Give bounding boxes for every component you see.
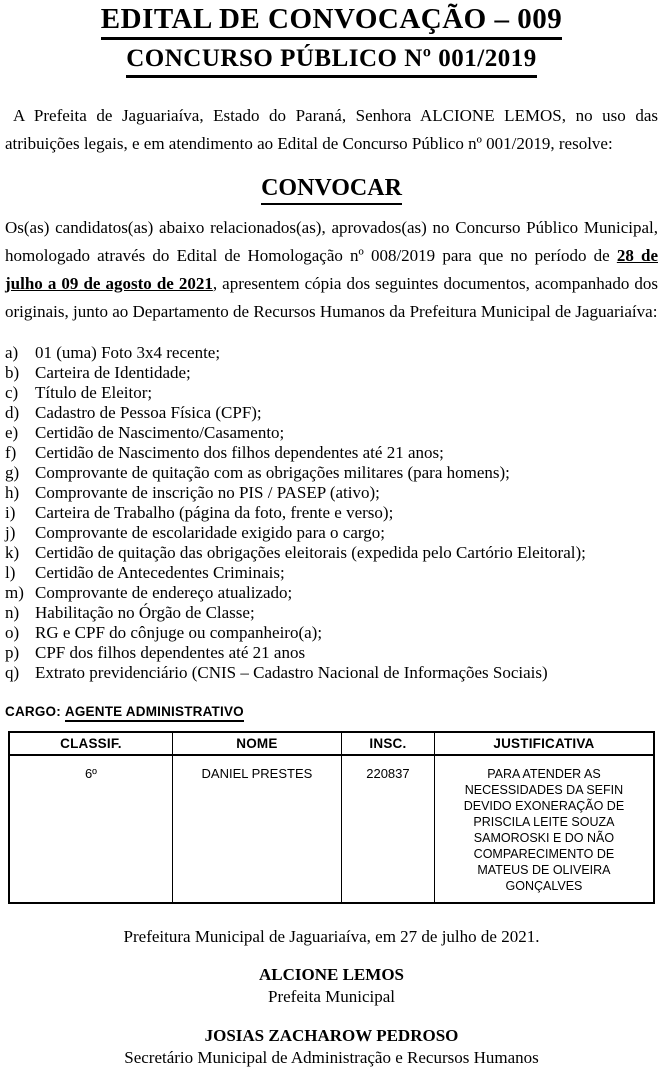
list-item-letter: c)	[5, 383, 19, 403]
list-item	[5, 483, 658, 503]
signature-name: ALCIONE LEMOS	[259, 965, 404, 985]
list-item	[5, 623, 658, 643]
documents-list	[5, 343, 658, 683]
signature-block-secretario	[5, 1025, 658, 1069]
list-item	[5, 563, 658, 583]
date-line: Prefeitura Municipal de Jaguariaíva, em 27 de julho de 2021.	[123, 927, 540, 947]
list-item	[5, 443, 658, 463]
convocar-heading-text: CONVOCAR	[261, 175, 402, 205]
list-item-letter: g)	[5, 463, 20, 483]
list-item	[5, 663, 658, 683]
list-item-text: Comprovante de inscrição no PIS / PASEP (ativo);	[35, 483, 380, 503]
list-item-letter: l)	[5, 563, 16, 583]
signature-name: JOSIAS ZACHAROW PEDROSO	[204, 1026, 459, 1046]
document-subtitle	[5, 45, 658, 78]
list-item	[5, 363, 658, 383]
column-header-nome: NOME	[172, 732, 341, 755]
list-item-letter: h)	[5, 483, 20, 503]
list-item-text: Comprovante de quitação com as obrigações militares (para homens);	[35, 463, 510, 483]
body-paragraph-part2: , apresentem cópia dos seguintes documentos, acompanhado dos originais, junto ao Departamento de Recursos Humanos da Prefeitura Municipal de Jaguariaíva:	[5, 274, 658, 322]
list-item	[5, 463, 658, 483]
column-header-insc: INSC.	[341, 732, 434, 755]
list-item	[5, 343, 658, 363]
list-item-text: Habilitação no Órgão de Classe;	[35, 603, 255, 623]
list-item-text: Extrato previdenciário (CNIS – Cadastro Nacional de Informações Sociais)	[35, 663, 548, 683]
list-item-text: Certidão de Nascimento dos filhos dependentes até 21 anos;	[35, 443, 444, 463]
cell-justificativa	[434, 755, 654, 903]
convocar-heading	[5, 175, 658, 205]
list-item-letter: k)	[5, 543, 20, 563]
list-item	[5, 643, 658, 663]
list-item-text: RG e CPF do cônjuge ou companheiro(a);	[35, 623, 323, 643]
signature-role: Secretário Municipal de Administração e Recursos Humanos	[124, 1048, 539, 1068]
justificativa-text: PARA ATENDER AS NECESSIDADES DA SEFIN DEVIDO EXONERAÇÃO DE PRISCILA LEITE SOUZA SAMOROSKI E DO NÃO COMPARECIMENTO DE MATEUS DE OLIVEIRA GONÇALVES	[463, 767, 625, 894]
list-item-text: Título de Eleitor;	[35, 383, 153, 403]
list-item-letter: q)	[5, 663, 20, 683]
list-item-letter: e)	[5, 423, 19, 443]
list-item-letter: i)	[5, 503, 16, 523]
body-paragraph-part1: Os(as) candidatos(as) abaixo relacionados(as), aprovados(as) no Concurso Público Municipal, homologado através do Edital de Homologação nº 008/2019 para que no período de	[5, 218, 658, 266]
list-item-letter: a)	[5, 343, 19, 363]
list-item-letter: d)	[5, 403, 20, 423]
column-header-justificativa: JUSTIFICATIVA	[434, 732, 654, 755]
cell-nome: DANIEL PRESTES	[172, 755, 341, 903]
cargo-label: CARGO:	[5, 704, 61, 720]
list-item-letter: n)	[5, 603, 20, 623]
cargo-value: AGENTE ADMINISTRATIVO	[65, 704, 244, 722]
list-item	[5, 583, 658, 603]
list-item-text: Comprovante de escolaridade exigido para o cargo;	[35, 523, 385, 543]
list-item-text: Carteira de Identidade;	[35, 363, 191, 383]
list-item-letter: f)	[5, 443, 17, 463]
list-item-text: CPF dos filhos dependentes até 21 anos	[35, 643, 306, 663]
list-item-text: Certidão de Antecedentes Criminais;	[35, 563, 285, 583]
list-item-letter: b)	[5, 363, 20, 383]
list-item-letter: m)	[5, 583, 24, 603]
list-item	[5, 383, 658, 403]
candidates-table-head	[9, 732, 654, 755]
signature-role: Prefeita Municipal	[268, 987, 395, 1007]
list-item	[5, 523, 658, 543]
header-row	[9, 732, 654, 755]
intro-paragraph: A Prefeita de Jaguariaíva, Estado do Paraná, Senhora ALCIONE LEMOS, no uso das atribuições legais, e em atendimento ao Edital de Concurso Público nº 001/2019, resolve:	[5, 106, 658, 154]
signature-block-prefeita	[5, 964, 658, 1008]
list-item	[5, 503, 658, 523]
candidates-table	[8, 731, 655, 904]
list-item-text: Certidão de Nascimento/Casamento;	[35, 423, 285, 443]
document-title-text: EDITAL DE CONVOCAÇÃO – 009	[101, 3, 562, 40]
table-row	[9, 755, 654, 903]
list-item	[5, 603, 658, 623]
column-header-classif: CLASSIF.	[9, 732, 172, 755]
list-item-text: 01 (uma) Foto 3x4 recente;	[35, 343, 221, 363]
date-range-highlight: 28 de julho a 09 de agosto de 2021	[5, 246, 658, 294]
candidates-table-body	[9, 755, 654, 903]
cargo-line	[5, 704, 658, 722]
list-item-letter: p)	[5, 643, 20, 663]
list-item-text: Cadastro de Pessoa Física (CPF);	[35, 403, 262, 423]
list-item-letter: o)	[5, 623, 20, 643]
list-item-letter: j)	[5, 523, 16, 543]
body-paragraph	[5, 214, 658, 326]
document-subtitle-text: CONCURSO PÚBLICO Nº 001/2019	[126, 45, 536, 78]
list-item-text: Certidão de quitação das obrigações eleitorais (expedida pelo Cartório Eleitoral);	[35, 543, 586, 563]
list-item-text: Comprovante de endereço atualizado;	[35, 583, 293, 603]
cell-classif: 6º	[9, 755, 172, 903]
list-item	[5, 403, 658, 423]
document-title	[5, 3, 658, 40]
list-item	[5, 543, 658, 563]
list-item-text: Carteira de Trabalho (página da foto, frente e verso);	[35, 503, 394, 523]
list-item	[5, 423, 658, 443]
cell-insc: 220837	[341, 755, 434, 903]
